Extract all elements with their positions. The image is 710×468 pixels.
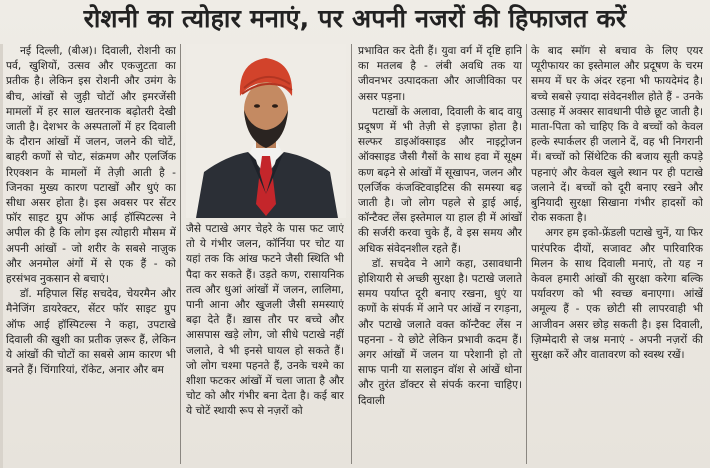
article-column-3 — [358, 44, 522, 464]
column-divider — [526, 44, 527, 464]
paragraph: प्रभावित कर देती हैं। युवा वर्ग में दृष्टि हानि का मतलब है - लंबी अवधि तक या जीवनभर उत्पादकता और आजीविका पर असर पड़ना। — [358, 45, 522, 103]
portrait-photo-icon — [186, 44, 346, 218]
headline: रोशनी का त्योहार मनाएं, पर अपनी नजरों की हिफाजत करें — [83, 4, 627, 33]
column-divider — [351, 44, 352, 464]
paragraph: डॉ. सचदेव ने आगे कहा, उसावधानी होशियारी से अच्छी सुरक्षा है। पटाखे जलाते समय पर्याप्त दूरी बनाए रखना, धुएं या कणों के संपर्क में आने पर आंखें न रगड़ना, और पटाखे जलाते वक्त कॉन्टैक्ट लेंस न पहनना - ये छोटे लेकिन प्रभावी कदम हैं। अगर आंखों में जलन या परेशानी हो तो साफ पानी या सलाइन वॉश से आंखें धोना और तुरंत डॉक्टर से संपर्क करना चाहिए। दिवाली — [358, 257, 522, 407]
paragraph: पटाखों के अलावा, दिवाली के बाद वायु प्रदूषण में भी तेज़ी से इज़ाफा होता है। सल्फर डाइऑक्साइड और नाइट्रोजन ऑक्साइड जैसी गैसों के साथ हवा में सूक्ष्म कण बढ़ने से आंखों में सूखापन, जलन और एलर्जिक कंजक्टिवाइटिस की समस्या बढ़ जाती है। जो लोग पहले से ड्राई आई, कॉन्टैक्ट लेंस इस्तेमाल या हाल ही में आंखों की सर्जरी करवा चुके हैं, वे इस समय और अधिक संवेदनशील रहते हैं। — [358, 105, 522, 255]
column-divider — [180, 44, 181, 464]
paragraph: के बाद स्मॉग से बचाव के लिए एयर प्यूरीफायर का इस्तेमाल और प्रदूषण के चरम समय में घर के अंदर रहना भी फायदेमंद है। बच्चे सबसे ज़्यादा संवेदनशील होते हैं - उनके उत्साह में अक्सर सावधानी पीछे छूट जाती है। माता-पिता को चाहिए कि वे बच्चों को केवल हल्के स्पार्कलर ही जलाने दें, वह भी निगरानी में। बच्चों को सिंथेटिक की बजाय सूती कपड़े पहनाएं और केवल खुले स्थान पर ही पटाखे जलाने दें। बच्चों को दूरी बनाए रखने और बुनियादी सुरक्षा सिखाना गंभीर हादसों को रोक सकता है। — [531, 45, 703, 225]
page-edge — [0, 44, 3, 468]
paragraph: जैसे पटाखे अगर चेहरे के पास फट जाएं तो ये गंभीर जलन, कॉर्निया पर चोट या यहां तक कि आंख फटने जैसी स्थिति भी पैदा कर सकते हैं। उड़ते कण, रासायनिक तत्व और धुआं आंखों में जलन, लालिमा, पानी आना और खुजली जैसी समस्याएं बढ़ा देते हैं। ख़ास तौर पर बच्चे और आसपास खड़े लोग, जो सीधे पटाखे नहीं जलाते, वे भी इनसे घायल हो सकते हैं। जो लोग चश्मा पहनते हैं, उनके चश्मे का शीशा फटकर आंखों में चला जाता है और चोट को और गंभीर बना देता है। कई बार ये चोटें स्थायी रूप से नज़रों को — [186, 223, 344, 418]
article-column-4 — [531, 44, 703, 464]
article-column-1 — [6, 44, 176, 464]
article-column-2 — [186, 222, 344, 464]
paragraph: अगर हम इको-फ्रेंडली पटाखे चुनें, या फिर पारंपरिक दीयों, सजावट और पारिवारिक मिलन के साथ दिवाली मनाएं, तो यह न केवल हमारी आंखों की सुरक्षा करेगा बल्कि पर्यावरण को भी स्वच्छ बनाएगा। आंखें अमूल्य हैं - एक छोटी सी लापरवाही भी आजीवन असर छोड़ सकती है। इस दिवाली, ज़िम्मेदारी से जश्न मनाएं - अपनी नज़रों की सुरक्षा करें और वातावरण को स्वस्थ रखें। — [531, 227, 703, 362]
paragraph: डॉ. महिपाल सिंह सचदेव, चेयरमैन और मैनेजिंग डायरेक्टर, सेंटर फॉर साइट ग्रुप ऑफ आई हॉस्पिटल्स ने कहा, उपटाखे दिवाली की खुशी का प्रतीक ज़रूर हैं, लेकिन ये आंखों की चोटों का सबसे आम कारण भी बनते हैं। चिंगारियां, रॉकेट, अनार और बम — [6, 288, 176, 377]
portrait-photo — [186, 44, 346, 218]
paragraph: नई दिल्ली, (बीअ)। दिवाली, रोशनी का पर्व, खुशियों, उत्सव और एकजुटता का प्रतीक है। लेकिन इस रोशनी और उमंग के बीच, आंखों से जुड़ी चोटों और इमरजेंसी मामलों में हर साल खतरनाक बढ़ोतरी देखी जाती है। देशभर के अस्पतालों में हर दिवाली के दौरान आंखों में जलन, जलने की चोटें, बाहरी कणों से चोट, संक्रमण और एलर्जिक रिएक्शन के मामलों में तेज़ी आती है - जिनका मुख्य कारण पटाखों और धुएं का सीधा असर होता है। इस अवसर पर सेंटर फॉर साइट ग्रुप ऑफ आई हॉस्पिटल्स ने अपील की है कि लोग इस त्योहारी मौसम में अपनी आंखों - जो शरीर के सबसे नाज़ुक और अनमोल अंगों में से एक हैं - को हरसंभव नुकसान से बचाएं। — [6, 45, 176, 286]
